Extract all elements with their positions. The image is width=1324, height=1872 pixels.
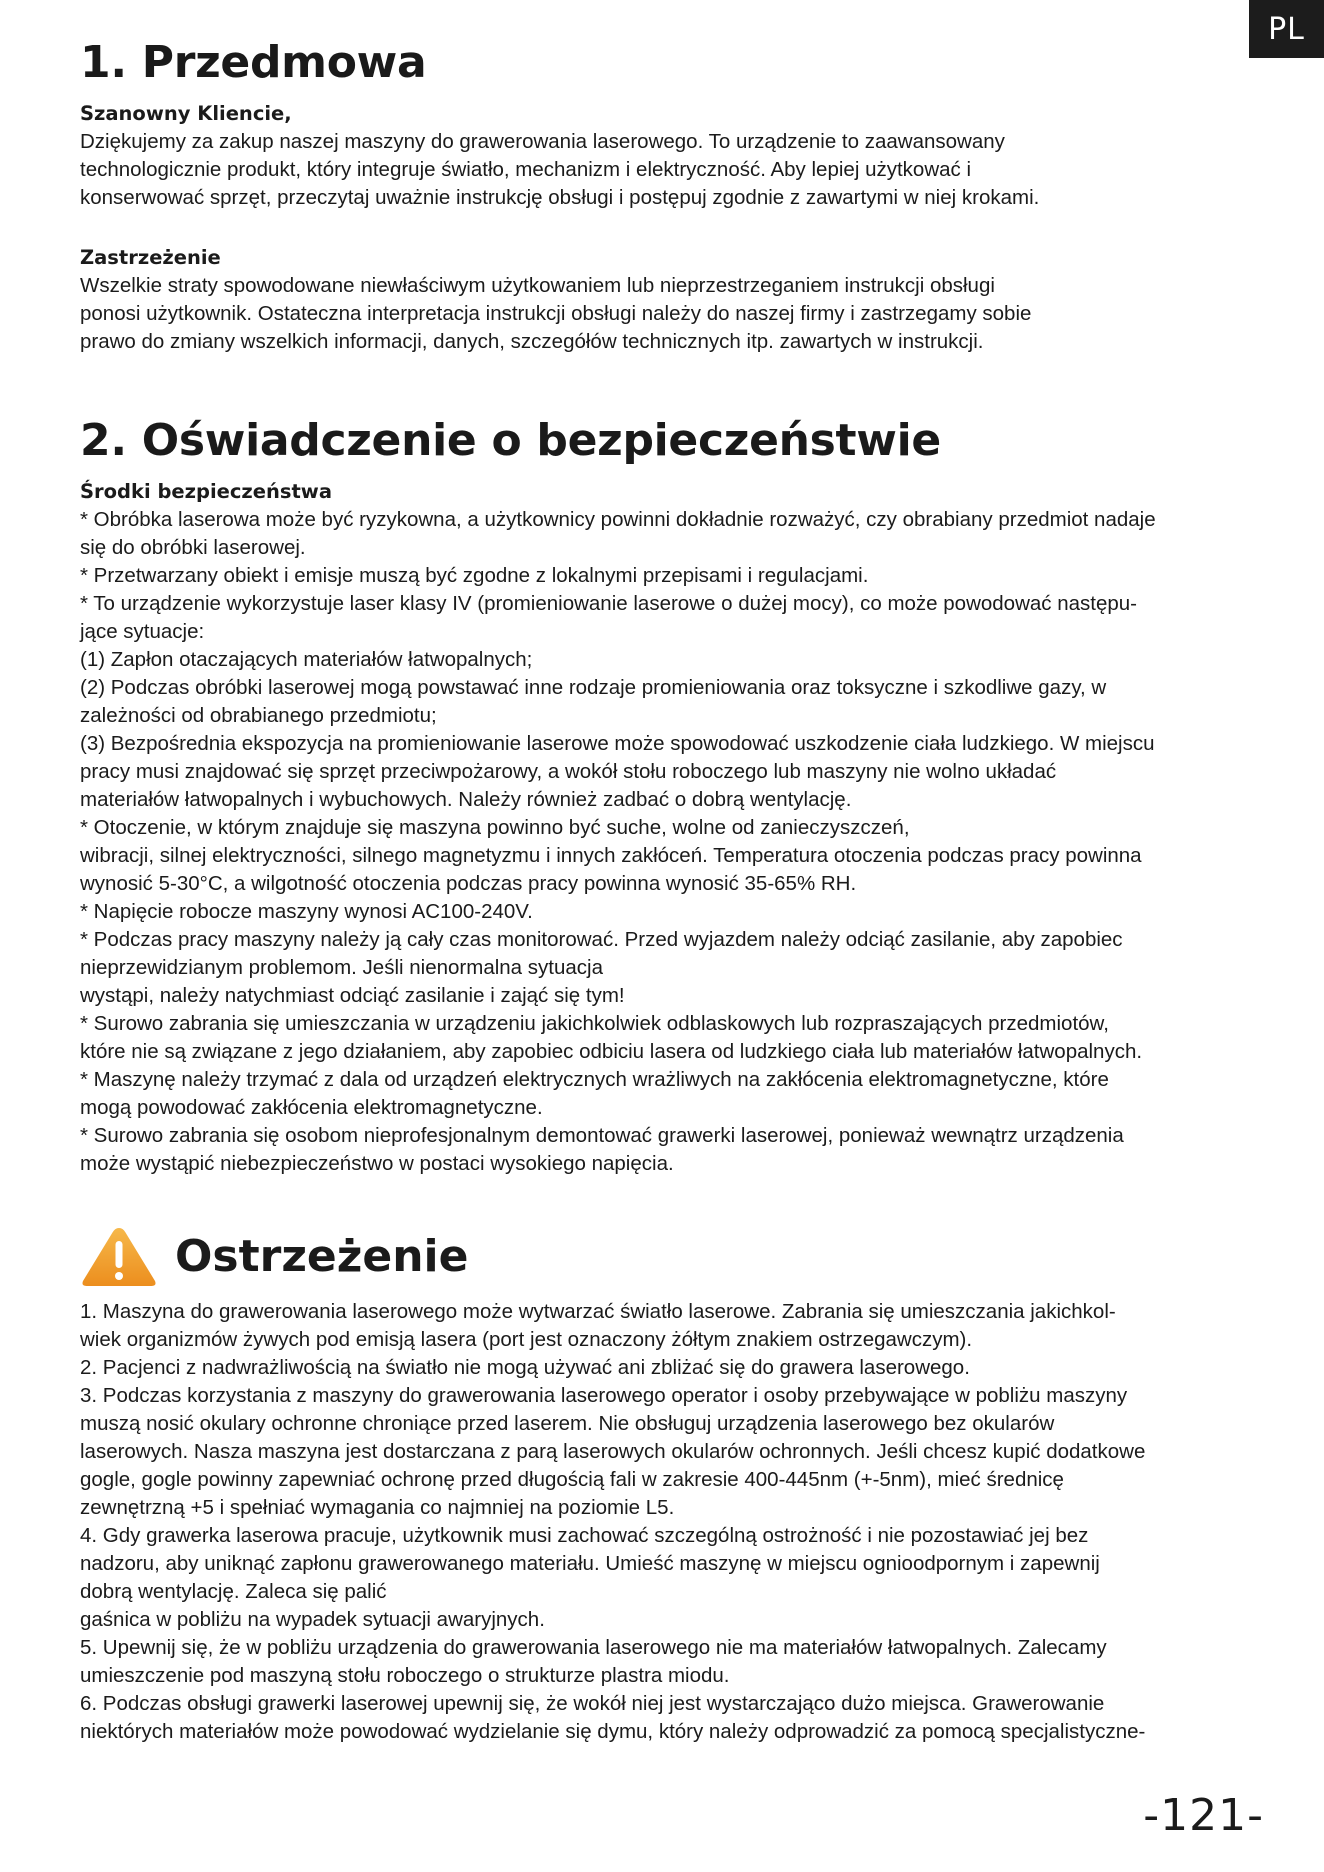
safety-subtitle: Środki bezpieczeństwa: [80, 480, 332, 503]
text-line: gogle, gogle powinny zapewniać ochronę przed długością fali w zakresie 400-445nm (+-5nm), mieć średnicę: [80, 1468, 1064, 1491]
text-line: * Maszynę należy trzymać z dala od urządzeń elektrycznych wrażliwych na zakłócenia elektromagnetyczne, które: [80, 1068, 1109, 1091]
text-line: 1. Maszyna do grawerowania laserowego może wytwarzać światło laserowe. Zabrania się umieszczania jakichkol-: [80, 1300, 1116, 1323]
text-line: gaśnica w pobliżu na wypadek sytuacji awaryjnych.: [80, 1608, 545, 1631]
text-line: materiałów łatwopalnych i wybuchowych. Należy również zadbać o dobrą wentylację.: [80, 788, 852, 811]
text-line: mogą powodować zakłócenia elektromagnetyczne.: [80, 1096, 543, 1119]
text-line: * Surowo zabrania się osobom nieprofesjonalnym demontować grawerki laserowej, ponieważ wewnątrz urządzenia: [80, 1124, 1124, 1147]
spacer: [80, 212, 1250, 244]
text-line: * Podczas pracy maszyny należy ją cały czas monitorować. Przed wyjazdem należy odciąć zasilanie, aby zapobiec: [80, 928, 1123, 951]
text-line: nieprzewidzianym problemom. Jeśli nienormalna sytuacja: [80, 956, 603, 979]
page-number: -121-: [1143, 1790, 1264, 1841]
text-line: * Otoczenie, w którym znajduje się maszyna powinno być suche, wolne od zanieczyszczeń,: [80, 816, 910, 839]
text-line: które nie są związane z jego działaniem, aby zapobiec odbiciu lasera od ludzkiego ciała lub materiałów łatwopalnych.: [80, 1040, 1143, 1063]
text-line: * Przetwarzany obiekt i emisje muszą być zgodne z lokalnymi przepisami i regulacjami.: [80, 564, 869, 587]
text-line: się do obróbki laserowej.: [80, 536, 306, 559]
warning-paragraph: [80, 1298, 1250, 1746]
disclaimer-paragraph: [80, 272, 1250, 356]
text-line: nadzoru, aby uniknąć zapłonu grawerowanego materiału. Umieść maszynę w miejscu ognioodpornym i zapewnij: [80, 1552, 1100, 1575]
text-line: * Surowo zabrania się umieszczania w urządzeniu jakichkolwiek odblaskowych lub rozpraszających przedmiotów,: [80, 1012, 1109, 1035]
text-line: (3) Bezpośrednia ekspozycja na promieniowanie laserowe może spowodować uszkodzenie ciała ludzkiego. W miejscu: [80, 732, 1155, 755]
text-line: wiek organizmów żywych pod emisją lasera (port jest oznaczony żółtym znakiem ostrzegawczym).: [80, 1328, 973, 1351]
text-line: * Obróbka laserowa może być ryzykowna, a użytkownicy powinni dokładnie rozważyć, czy obrabiany przedmiot nadaje: [80, 508, 1156, 531]
warning-header: [80, 1224, 1250, 1290]
warning-title: Ostrzeżenie: [175, 1231, 469, 1282]
text-line: 3. Podczas korzystania z maszyny do grawerowania laserowego operator i osoby przebywające w pobliżu maszyny: [80, 1384, 1128, 1407]
text-line: zależności od obrabianego przedmiotu;: [80, 704, 437, 727]
text-line: niektórych materiałów może powodować wydzielanie się dymu, który należy odprowadzić za pomocą specjalistyczne-: [80, 1720, 1146, 1743]
text-line: może wystąpić niebezpieczeństwo w postaci wysokiego napięcia.: [80, 1152, 674, 1175]
disclaimer-title: Zastrzeżenie: [80, 246, 221, 269]
text-line: laserowych. Nasza maszyna jest dostarczana z parą laserowych okularów ochronnych. Jeśli chcesz kupić dodatkowe: [80, 1440, 1146, 1463]
text-line: 2. Pacjenci z nadwrażliwością na światło nie mogą używać ani zbliżać się do grawera laserowego.: [80, 1356, 970, 1379]
text-line: 5. Upewnij się, że w pobliżu urządzenia do grawerowania laserowego nie ma materiałów łatwopalnych. Zalecamy: [80, 1636, 1107, 1659]
text-line: Dziękujemy za zakup naszej maszyny do grawerowania laserowego. To urządzenie to zaawansowany: [80, 130, 1005, 153]
text-line: (1) Zapłon otaczających materiałów łatwopalnych;: [80, 648, 533, 671]
text-line: * Napięcie robocze maszyny wynosi AC100-240V.: [80, 900, 533, 923]
text-line: jące sytuacje:: [80, 620, 205, 643]
text-line: konserwować sprzęt, przeczytaj uważnie instrukcję obsługi i postępuj zgodnie z zawartymi w niej krokami.: [80, 186, 1040, 209]
text-line: dobrą wentylację. Zaleca się palić: [80, 1580, 387, 1603]
section-safety: [80, 408, 1250, 1178]
text-line: wystąpi, należy natychmiast odciąć zasilanie i zająć się tym!: [80, 984, 625, 1007]
text-line: umieszczenie pod maszyną stołu roboczego o strukturze plastra miodu.: [80, 1664, 730, 1687]
section-title-preface: 1. Przedmowa: [80, 37, 427, 88]
text-line: pracy musi znajdować się sprzęt przeciwpożarowy, a wokół stołu roboczego lub maszyny nie wolno układać: [80, 760, 1057, 783]
section-warning: [80, 1224, 1250, 1746]
text-line: 4. Gdy grawerka laserowa pracuje, użytkownik musi zachować szczególną ostrożność i nie pozostawiać jej bez: [80, 1524, 1089, 1547]
section-preface: [80, 30, 1250, 356]
text-line: wibracji, silnej elektryczności, silnego magnetyzmu i innych zakłóceń. Temperatura otoczenia podczas pracy powinna: [80, 844, 1142, 867]
text-line: wynosić 5-30°C, a wilgotność otoczenia podczas pracy powinna wynosić 35-65% RH.: [80, 872, 857, 895]
text-line: 6. Podczas obsługi grawerki laserowej upewnij się, że wokół niej jest wystarczająco dużo miejsca. Grawerowanie: [80, 1692, 1105, 1715]
text-line: technologicznie produkt, który integruje światło, mechanizm i elektryczność. Aby lepiej użytkować i: [80, 158, 972, 181]
text-line: * To urządzenie wykorzystuje laser klasy IV (promieniowanie laserowe o dużej mocy), co może powodować następu-: [80, 592, 1138, 615]
text-line: zewnętrzną +5 i spełniać wymagania co najmniej na poziomie L5.: [80, 1496, 675, 1519]
section-title-safety: 2. Oświadczenie o bezpieczeństwie: [80, 415, 941, 466]
text-line: ponosi użytkownik. Ostateczna interpretacja instrukcji obsługi należy do naszej firmy i zastrzegamy sobie: [80, 302, 1032, 325]
text-line: (2) Podczas obróbki laserowej mogą powstawać inne rodzaje promieniowania oraz toksyczne i szkodliwe gazy, w: [80, 676, 1107, 699]
warning-triangle-icon: [80, 1225, 158, 1289]
intro-paragraph: [80, 128, 1250, 212]
greeting: Szanowny Kliencie,: [80, 102, 292, 125]
text-line: muszą nosić okulary ochronne chroniące przed laserem. Nie obsługuj urządzenia laserowego bez okularów: [80, 1412, 1055, 1435]
text-line: prawo do zmiany wszelkich informacji, danych, szczegółów technicznych itp. zawartych w instrukcji.: [80, 330, 984, 353]
page-content: [80, 30, 1250, 1746]
text-line: Wszelkie straty spowodowane niewłaściwym użytkowaniem lub nieprzestrzeganiem instrukcji obsługi: [80, 274, 995, 297]
language-badge: PL: [1249, 0, 1324, 58]
safety-paragraph: [80, 506, 1250, 1178]
